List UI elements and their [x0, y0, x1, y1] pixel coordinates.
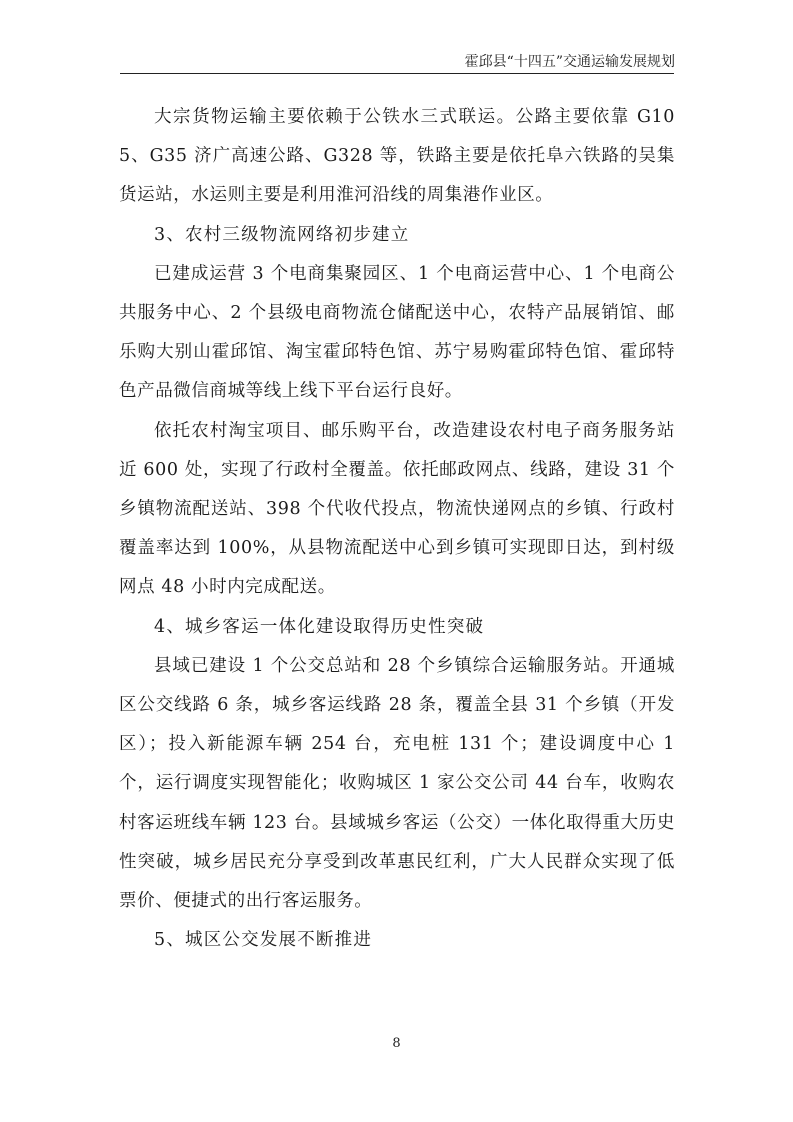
paragraph-ecommerce-parks: 已建成运营 3 个电商集聚园区、1 个电商运营中心、1 个电商公共服务中心、2 个县级电商物流仓储配送中心，农特产品展销馆、邮乐购大别山霍邱馆、淘宝霍邱特色馆、苏宁易购霍邱特色馆、霍邱特色产品微信商城等线上线下平台运行良好。 [119, 263, 675, 402]
page-number: 8 [392, 1036, 401, 1051]
header-rule [120, 73, 674, 74]
paragraph-rural-logistics: 依托农村淘宝项目、邮乐购平台，改造建设农村电子商务服务站近 600 处，实现了行政村全覆盖。依托邮政网点、线路，建设 31 个乡镇物流配送站、398 个代收代投点，物流快递网点的乡镇、行政村覆盖率达到 100%，从县物流配送中心到乡镇可实现即日达，到村级网点 48 小时内完成配送。 [119, 420, 675, 598]
paragraph-freight-transport: 大宗货物运输主要依赖于公铁水三式联运。公路主要依靠 G105、G35 济广高速公路、G328 等，铁路主要是依托阜六铁路的吴集货运站，水运则主要是利用淮河沿线的周集港作业区。 [119, 107, 675, 206]
section-heading-3: 3、农村三级物流网络初步建立 [154, 224, 410, 245]
section-heading-5: 5、城区公交发展不断推进 [154, 930, 373, 951]
running-header-title: 霍邱县“十四五”交通运输发展规划 [464, 54, 675, 70]
paragraph-urban-rural-transit: 县域已建设 1 个公交总站和 28 个乡镇综合运输服务站。开通城区公交线路 6 条，城乡客运线路 28 条，覆盖全县 31 个乡镇（开发区）；投入新能源车辆 254 台，充电桩 131 个；建设调度中心 1 个，运行调度实现智能化；收购城区 1 家公交公司 44 台车，收购农村客运班线车辆 123 台。县域城乡客运（公交）一体化取得重大历史性突破，城乡居民充分享受到改革惠民红利，广大人民群众实现了低票价、便捷式的出行客运服务。 [119, 655, 675, 912]
section-heading-4: 4、城乡客运一体化建设取得历史性突破 [154, 616, 485, 637]
body-text [119, 98, 675, 960]
